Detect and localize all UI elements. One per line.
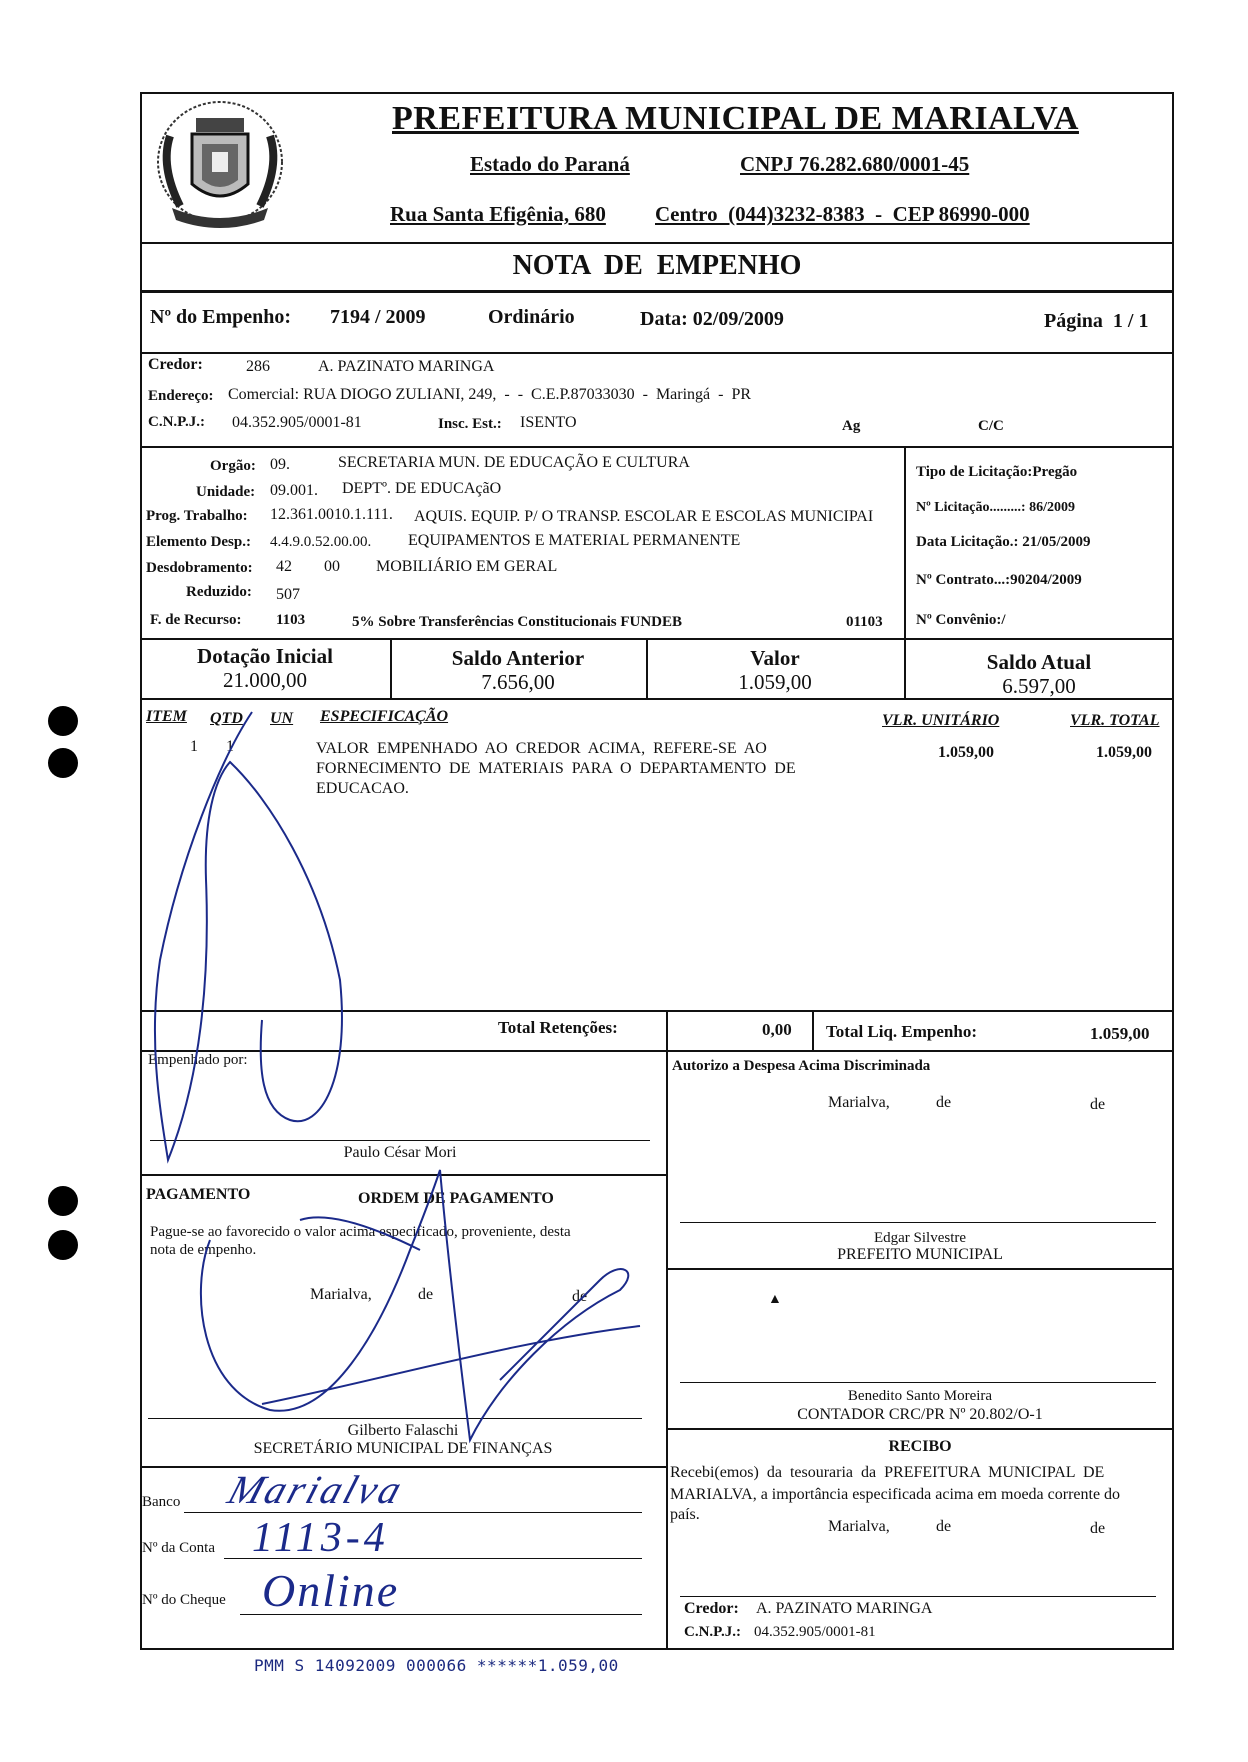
item-qty: 1 — [226, 738, 234, 755]
pagamento-text-line-1: Pague-se ao favorecido o valor acima especificado, proveniente, desta — [150, 1224, 571, 1240]
unidade-label: Unidade: — [196, 484, 256, 500]
item-description-line-1: VALOR EMPENHADO AO CREDOR ACIMA, REFERE-SE AO — [316, 740, 767, 757]
signature-line — [150, 1140, 650, 1141]
fonte-number: 01103 — [846, 614, 883, 630]
desdobramento-label: Desdobramento: — [146, 560, 253, 576]
empenhado-name: Paulo César Mori — [343, 1144, 457, 1161]
reduzido-label: Reduzido: — [186, 584, 252, 600]
empenho-date: Data: 02/09/2009 — [640, 308, 784, 330]
orgao-code: 09. — [270, 456, 290, 473]
divider — [140, 638, 1174, 640]
punch-hole — [48, 706, 78, 736]
divider — [140, 1050, 1174, 1052]
tipo-licitacao: Tipo de Licitação:Pregão — [916, 464, 1078, 480]
divider — [666, 1010, 668, 1050]
document-title: NOTA DE EMPENHO — [512, 250, 802, 281]
pagamento-de-1: de — [418, 1286, 434, 1303]
credor-cnpj: 04.352.905/0001-81 — [232, 414, 362, 431]
contador-title: CONTADOR CRC/PR Nº 20.802/O-1 — [797, 1406, 1043, 1423]
saldo-anterior-value: 7.656,00 — [481, 670, 555, 694]
recibo-city: Marialva, — [828, 1518, 890, 1535]
divider — [140, 290, 1174, 293]
item-unit-value: 1.059,00 — [938, 744, 994, 761]
agency-label: Ag — [842, 418, 861, 434]
small-mark: ▲ — [768, 1292, 782, 1307]
orgao-label: Orgão: — [210, 458, 256, 474]
divider — [140, 242, 1174, 244]
prefeito-name: Edgar Silvestre — [873, 1230, 967, 1246]
numero-convenio: Nº Convênio:/ — [916, 612, 1006, 628]
items-header-un: UN — [270, 710, 294, 727]
conta-handwritten: 1113-4 — [252, 1515, 389, 1561]
saldo-atual-label: Saldo Atual — [986, 650, 1092, 674]
desdobramento-code: 42 — [276, 558, 292, 575]
insc-value: ISENTO — [520, 414, 577, 431]
signature-line — [680, 1222, 1156, 1223]
recibo-credor-label: Credor: — [684, 1600, 739, 1617]
account-label: C/C — [978, 418, 1004, 434]
valor-label: Valor — [750, 646, 800, 670]
divider — [140, 698, 1174, 700]
recibo-cnpj-label: C.N.P.J.: — [684, 1624, 741, 1640]
recibo-de-1: de — [936, 1518, 952, 1535]
secretario-name: Gilberto Falaschi — [347, 1422, 459, 1439]
empenho-number: 7194 / 2009 — [330, 306, 426, 328]
credor-code: 286 — [246, 358, 270, 375]
retencoes-value: 0,00 — [762, 1020, 792, 1039]
pagamento-label: PAGAMENTO — [146, 1186, 251, 1203]
recibo-text-line-3: país. — [670, 1506, 700, 1523]
signature-line — [680, 1382, 1156, 1383]
item-description-line-2: FORNECIMENTO DE MATERIAIS PARA O DEPARTAMENTO DE — [316, 760, 796, 777]
credor-cnpj-label: C.N.P.J.: — [148, 414, 205, 430]
prog-code: 12.361.0010.1.111. — [270, 506, 393, 523]
municipal-coat-of-arms-icon — [150, 96, 290, 236]
cheque-handwritten: Online — [262, 1565, 400, 1616]
items-header-item: ITEM — [146, 708, 187, 725]
state-name: Estado do Paraná — [470, 152, 630, 176]
autorizo-text: Autorizo a Despesa Acima Discriminada — [672, 1058, 931, 1074]
numero-licitacao: Nº Licitação.........: 86/2009 — [916, 500, 1075, 515]
district-phone-cep: Centro (044)3232-8383 - CEP 86990-000 — [655, 202, 1030, 226]
prog-name: AQUIS. EQUIP. P/ O TRANSP. ESCOLAR E ESCOLAS MUNICIPAI — [414, 508, 874, 525]
credor-label: Credor: — [148, 356, 203, 373]
credor-address: Comercial: RUA DIOGO ZULIANI, 249, - - C.E.P.87033030 - Maringá - PR — [228, 386, 752, 403]
recibo-text-line-1: Recebi(emos) da tesouraria da PREFEITURA MUNICIPAL DE — [670, 1464, 1105, 1481]
insc-label: Insc. Est.: — [438, 416, 502, 432]
recibo-de-2: de — [1090, 1520, 1106, 1537]
banco-label: Banco — [142, 1494, 181, 1510]
items-header-total-value: VLR. TOTAL — [1070, 712, 1160, 729]
autorizo-de-1: de — [936, 1094, 952, 1111]
secretario-title: SECRETÁRIO MUNICIPAL DE FINANÇAS — [253, 1440, 553, 1457]
punch-hole — [48, 1230, 78, 1260]
items-header-especificacao: ESPECIFICAÇÃO — [320, 708, 449, 725]
footer-stamp: PMM S 14092009 000066 ******1.059,00 — [254, 1656, 619, 1675]
credor-name: A. PAZINATO MARINGA — [318, 358, 495, 375]
pagamento-text-line-2: nota de empenho. — [150, 1242, 257, 1258]
municipality-title: PREFEITURA MUNICIPAL DE MARIALVA — [392, 100, 1079, 137]
prog-label: Prog. Trabalho: — [146, 508, 248, 524]
prefeito-title: PREFEITO MUNICIPAL — [837, 1246, 1003, 1263]
autorizo-city: Marialva, — [828, 1094, 890, 1111]
recibo-credor-name: A. PAZINATO MARINGA — [756, 1600, 933, 1617]
pagamento-de-2: de — [572, 1288, 588, 1305]
elemento-code: 4.4.9.0.52.00.00. — [270, 534, 372, 550]
items-header-unit-value: VLR. UNITÁRIO — [882, 712, 1000, 729]
elemento-name: EQUIPAMENTOS E MATERIAL PERMANENTE — [408, 532, 741, 549]
signature-line — [680, 1596, 1156, 1597]
divider — [666, 1428, 1174, 1430]
contador-name: Benedito Santo Moreira — [847, 1388, 993, 1404]
desdobramento-name: MOBILIÁRIO EM GERAL — [376, 558, 558, 575]
saldo-atual-value: 6.597,00 — [1002, 674, 1076, 698]
banco-handwritten: Marialva — [222, 1467, 411, 1512]
orgao-name: SECRETARIA MUN. DE EDUCAÇÃO E CULTURA — [338, 454, 690, 471]
signature-line — [148, 1418, 642, 1419]
divider — [140, 1010, 1174, 1012]
recibo-title: RECIBO — [888, 1438, 952, 1455]
fonte-description: 5% Sobre Transferências Constitucionais FUNDEB — [352, 614, 683, 630]
dotacao-label: Dotação Inicial — [197, 644, 333, 668]
cheque-label: Nº do Cheque — [142, 1592, 226, 1608]
address-label: Endereço: — [148, 388, 214, 404]
liquido-value: 1.059,00 — [1090, 1024, 1150, 1043]
recibo-text-line-2: MARIALVA, a importância especificada acima em moeda corrente do — [670, 1486, 1121, 1503]
autorizo-de-2: de — [1090, 1096, 1106, 1113]
liquido-label: Total Liq. Empenho: — [826, 1022, 977, 1041]
divider — [140, 352, 1174, 354]
unidade-name: DEPTº. DE EDUCAçãO — [342, 480, 502, 497]
retencoes-label: Total Retenções: — [498, 1018, 618, 1037]
pagamento-city: Marialva, — [310, 1286, 372, 1303]
divider — [666, 1050, 668, 1650]
empenho-label: Nº do Empenho: — [150, 306, 292, 328]
reduzido-value: 507 — [276, 586, 300, 603]
divider — [140, 1174, 666, 1176]
conta-label: Nº da Conta — [142, 1540, 215, 1556]
unidade-code: 09.001. — [270, 482, 318, 499]
divider — [140, 446, 1174, 448]
punch-hole — [48, 748, 78, 778]
elemento-label: Elemento Desp.: — [146, 534, 251, 550]
divider — [812, 1010, 814, 1050]
saldo-anterior-label: Saldo Anterior — [451, 646, 585, 670]
municipality-cnpj: CNPJ 76.282.680/0001-45 — [740, 152, 970, 176]
divider — [904, 446, 906, 638]
divider — [666, 1268, 1174, 1270]
recibo-cnpj: 04.352.905/0001-81 — [754, 1624, 876, 1640]
item-total-value: 1.059,00 — [1096, 744, 1152, 761]
item-description-line-3: EDUCACAO. — [316, 780, 409, 797]
item-number: 1 — [190, 738, 198, 755]
ordem-pagamento-title: ORDEM DE PAGAMENTO — [358, 1190, 554, 1207]
street-address: Rua Santa Efigênia, 680 — [390, 202, 606, 226]
empenho-type: Ordinário — [488, 306, 575, 328]
fonte-label: F. de Recurso: — [150, 612, 242, 628]
items-header-qtd: QTD — [210, 710, 243, 727]
page-number: Página 1 / 1 — [1044, 310, 1149, 332]
numero-contrato: Nº Contrato...:90204/2009 — [916, 572, 1082, 588]
data-licitacao: Data Licitação.: 21/05/2009 — [916, 534, 1091, 550]
punch-hole — [48, 1186, 78, 1216]
desdobramento-sub: 00 — [324, 558, 340, 575]
empenhado-label: Empenhado por: — [148, 1052, 248, 1068]
fonte-code: 1103 — [276, 612, 306, 628]
valor-value: 1.059,00 — [738, 670, 812, 694]
dotacao-value: 21.000,00 — [223, 668, 307, 692]
